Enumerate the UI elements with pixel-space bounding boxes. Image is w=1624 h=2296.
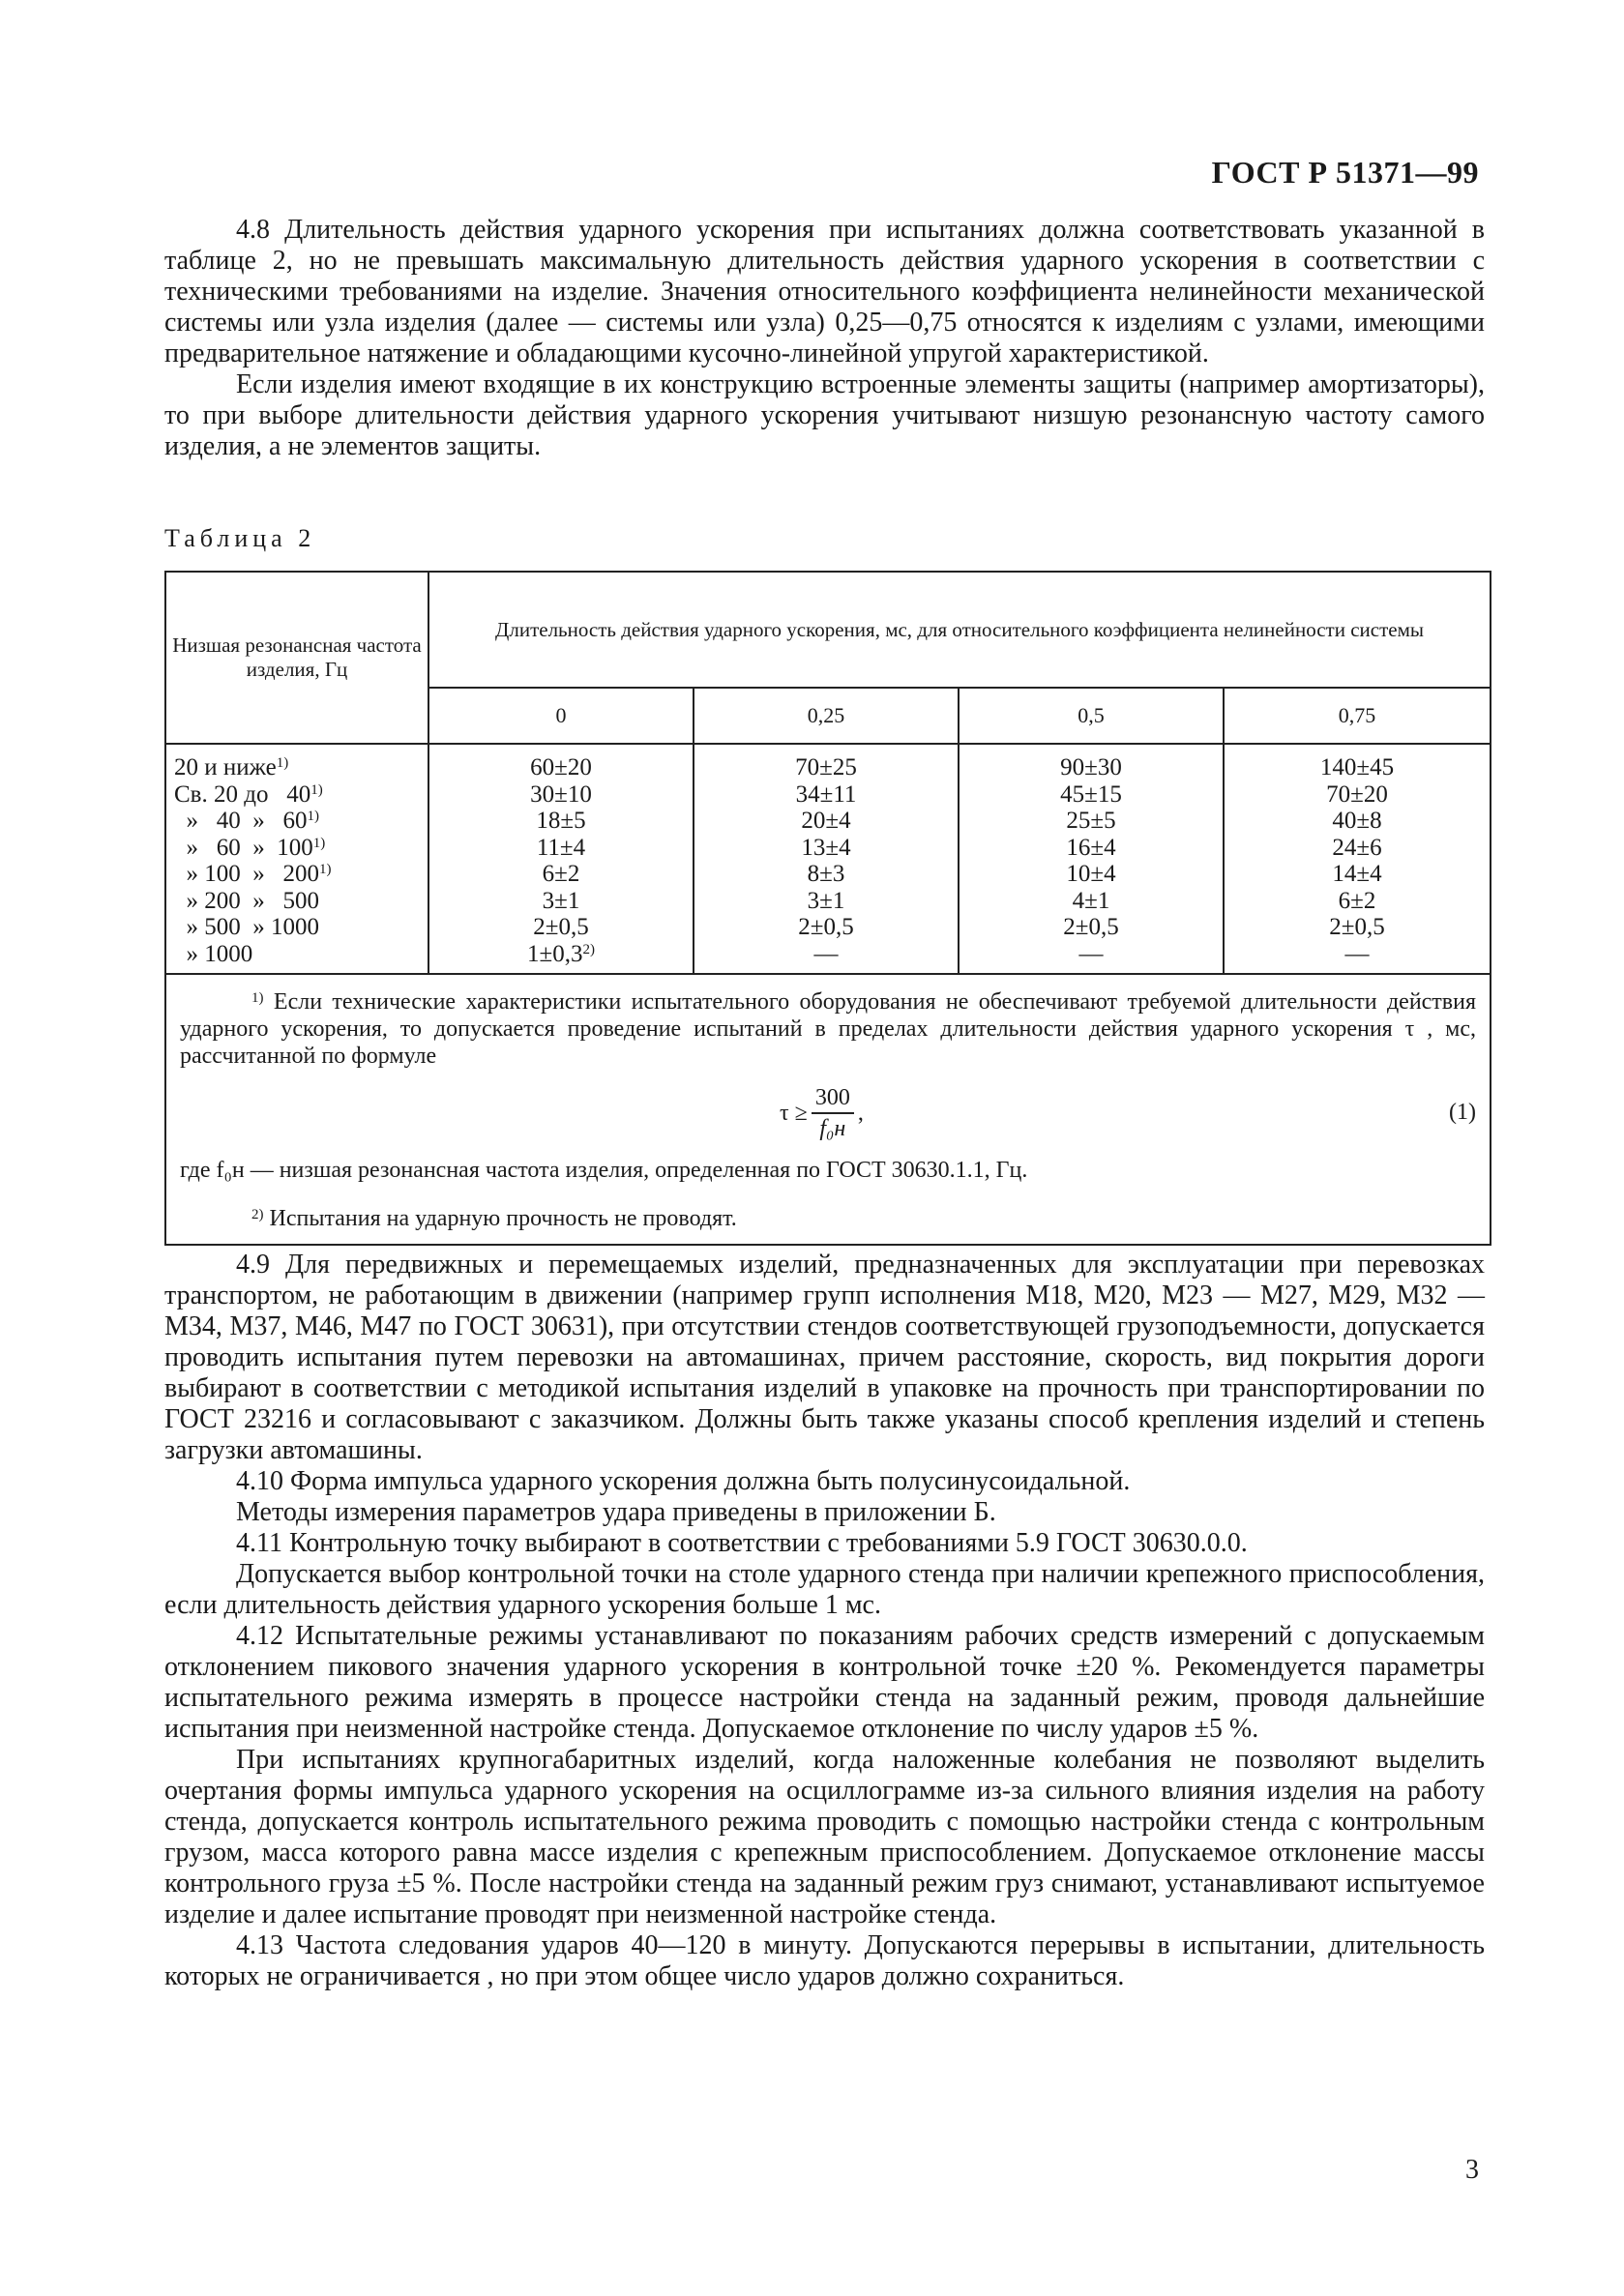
table-value: 8±3 <box>807 861 845 887</box>
paragraph: При испытаниях крупногабаритных изделий, когда наложенные колебания не позволяют выделить очертания формы импульса ударного ускорения на осциллограмме из-за сильного влияния изделия на работу стенда, допускается контроль испытательного режима проводить с помощью настройки стенда с контрольным грузом, масса которого равна массе изделия с крепежным приспособлением. Допускаемое отклонение массы контрольного груза ±5 %. После настройки стенда на заданный режим груз снимают, устанавливают испытуемое изделие и далее испытание проводят при неизменной настройке стенда. <box>164 1745 1485 1929</box>
header-duration: Длительность действия ударного ускорения, мс, для относительного коэффициента нелинейности системы <box>428 572 1491 688</box>
paragraph: 4.8 Длительность действия ударного ускорения при испытаниях должна соответствовать указанной в таблице 2, но не превышать максимальную длительность действия ударного ускорения в соответствии с техническими требованиями на изделие. Значения относительного коэффициента нелинейности механической системы или узла изделия (далее — системы или узла) 0,25—0,75 относятся к изделиям с узлами, имеющими предварительное натяжение и обладающими кусочно-линейной упругой характеристикой. <box>164 215 1485 368</box>
table-value: 2±0,5 <box>798 914 854 940</box>
table-value: 6±2 <box>1338 887 1376 914</box>
table-value: 30±10 <box>530 780 592 808</box>
footnote-ref: 1) <box>307 809 319 824</box>
values-coef-0 <box>428 744 694 974</box>
freq-label: » 40 » 60 <box>174 808 308 834</box>
note-2-text: Испытания на ударную прочность не проводят. <box>269 1206 737 1231</box>
paragraph: 4.11 Контрольную точку выбирают в соответствии с требованиями 5.9 ГОСТ 30630.0.0. <box>236 1528 1248 1558</box>
table-caption: Таблица 2 <box>164 524 316 552</box>
header-coef-075: 0,75 <box>1224 688 1491 744</box>
freq-label: » 500 » 1000 <box>174 914 319 940</box>
freq-label: » 200 » 500 <box>174 887 319 914</box>
document-header: ГОСТ Р 51371—99 <box>1211 155 1479 190</box>
table-value: 90±30 <box>1060 754 1122 780</box>
formula-denominator: f₀н <box>819 1116 846 1141</box>
footnote-ref: 2) <box>582 941 595 957</box>
formula-numerator: 300 <box>812 1083 854 1114</box>
table-value: 18±5 <box>536 808 586 834</box>
footnote-ref: 1) <box>319 862 332 877</box>
table-value: — <box>813 940 839 967</box>
freq-row <box>174 861 428 888</box>
table-value: 14±4 <box>1332 861 1382 887</box>
table-value: 60±20 <box>530 754 592 780</box>
table-value: 3±1 <box>807 887 845 914</box>
footnote-ref: 1) <box>312 835 326 851</box>
paragraph: Если изделия имеют входящие в их конструкцию встроенные элементы защиты (например амортизаторы), то при выборе длительности действия ударного ускорения учитывают низшую резонансную частоту самого изделия, а не элементов защиты. <box>164 369 1485 461</box>
table-value: 11±4 <box>536 834 586 861</box>
header-coef-025: 0,25 <box>694 688 959 744</box>
values-coef-075 <box>1224 744 1491 974</box>
paragraph: 4.10 Форма импульса ударного ускорения должна быть полусинусоидальной. <box>236 1466 1131 1496</box>
table-value-with-ref <box>429 941 693 968</box>
freq-label: Св. 20 до 40 <box>174 780 311 808</box>
freq-label: » 1000 <box>174 940 253 967</box>
freq-label: 20 и ниже <box>174 754 277 780</box>
freq-row <box>174 808 428 835</box>
note-marker: 1) <box>251 990 264 1006</box>
note-2 <box>251 1205 1476 1232</box>
table-value: 40±8 <box>1332 808 1382 834</box>
header-coef-05: 0,5 <box>959 688 1224 744</box>
table-notes <box>165 974 1491 1245</box>
formula-row <box>180 1079 1476 1151</box>
paragraph: 4.9 Для передвижных и перемещаемых изделий, предназначенных для эксплуатации при перевозках транспортом, не работающим в движении (например групп исполнения М18, М20, М23 — М27, М29, М32 — М34, М37, М46, М47 по ГОСТ 30631), при отсутствии стендов соответствующей грузоподъемности, допускается проводить испытания путем перевозки на автомашинах, причем расстояние, скорость, вид покрытия дороги выбирают в соответствии с методикой испытания изделий в упаковке на прочность при транспортировании по ГОСТ 23216 и согласовывают с заказчиком. Должны быть также указаны способ крепления изделий и степень загрузки автомашины. <box>164 1250 1485 1465</box>
sections-4-9-to-4-13 <box>164 1250 1485 1992</box>
table-value: 2±0,5 <box>1063 914 1119 940</box>
table-value: 6±2 <box>542 861 580 887</box>
freq-row <box>174 754 428 781</box>
formula-tail: , <box>857 1101 864 1126</box>
table-value: — <box>1078 940 1104 967</box>
page-number: 3 <box>1465 2155 1479 2185</box>
freq-row <box>174 941 428 968</box>
freq-label: » 100 » 200 <box>174 861 319 887</box>
freq-row <box>174 835 428 862</box>
formula-lhs: τ ≥ <box>780 1101 808 1126</box>
table-value: 16±4 <box>1066 834 1116 861</box>
values-coef-025 <box>694 744 959 974</box>
freq-row <box>174 888 428 915</box>
paragraph: Допускается выбор контрольной точки на столе ударного стенда при наличии крепежного приспособления, если длительность действия ударного ускорения больше 1 мс. <box>164 1559 1485 1620</box>
table-value: 2±0,5 <box>1329 914 1385 940</box>
table-value: 10±4 <box>1066 861 1116 887</box>
table-value: — <box>1344 940 1370 967</box>
freq-row <box>174 914 428 941</box>
table-value: 45±15 <box>1060 780 1122 808</box>
table-value: 70±20 <box>1326 780 1388 808</box>
footnote-ref: 1) <box>310 781 323 798</box>
table-value: 140±45 <box>1319 754 1395 780</box>
table-value: 25±5 <box>1066 808 1116 834</box>
header-frequency: Низшая резонансная частота изделия, Гц <box>165 572 428 744</box>
freq-row <box>174 781 428 809</box>
header-coef-0: 0 <box>428 688 694 744</box>
note-marker: 2) <box>251 1207 264 1222</box>
table-value: 70±25 <box>795 754 857 780</box>
formula-number: (1) <box>1449 1100 1477 1125</box>
footnote-ref: 1) <box>276 755 289 771</box>
table-value: 4±1 <box>1072 887 1110 914</box>
table-value: 2±0,5 <box>533 914 589 940</box>
table-value: 1±0,3 <box>527 940 583 967</box>
paragraph: 4.12 Испытательные режимы устанавливают по показаниям рабочих средств измерений с допускаемым отклонением пикового значения ударного ускорения в контрольной точке ±20 %. Рекомендуется параметры испытательного режима измерять в процессе настройки стенда на заданный режим, проводя дальнейшие испытания при неизменной настройке стенда. Допускаемое отклонение по числу ударов ±5 %. <box>164 1621 1485 1744</box>
note-1-text: Если технические характеристики испытательного оборудования не обеспечивают требуемой длительности действия ударного ускорения, то допускается проведение испытаний в пределах длительности действия ударного ускорения τ , мс, рассчитанной по формуле <box>180 989 1477 1069</box>
freq-label: » 60 » 100 <box>174 834 313 861</box>
table-value: 34±11 <box>795 780 857 808</box>
note-where: где f₀н — низшая резонансная частота изделия, определенная по ГОСТ 30630.1.1, Гц. <box>180 1158 1028 1183</box>
note-1 <box>180 988 1476 1070</box>
table-value: 24±6 <box>1332 834 1382 861</box>
table-value: 20±4 <box>801 808 851 834</box>
table-value: 13±4 <box>801 834 851 861</box>
table-2 <box>164 571 1491 1246</box>
table-value: 3±1 <box>542 887 580 914</box>
formula-fraction <box>812 1083 854 1143</box>
paragraph: Методы измерения параметров удара приведены в приложении Б. <box>236 1497 996 1527</box>
section-4-8 <box>164 215 1485 462</box>
formula <box>780 1083 864 1143</box>
paragraph: 4.13 Частота следования ударов 40—120 в минуту. Допускаются перерывы в испытании, длительность которых не ограничивается , но при этом общее число ударов должно сохраниться. <box>164 1930 1485 1991</box>
values-coef-05 <box>959 744 1224 974</box>
frequency-column <box>165 744 428 974</box>
